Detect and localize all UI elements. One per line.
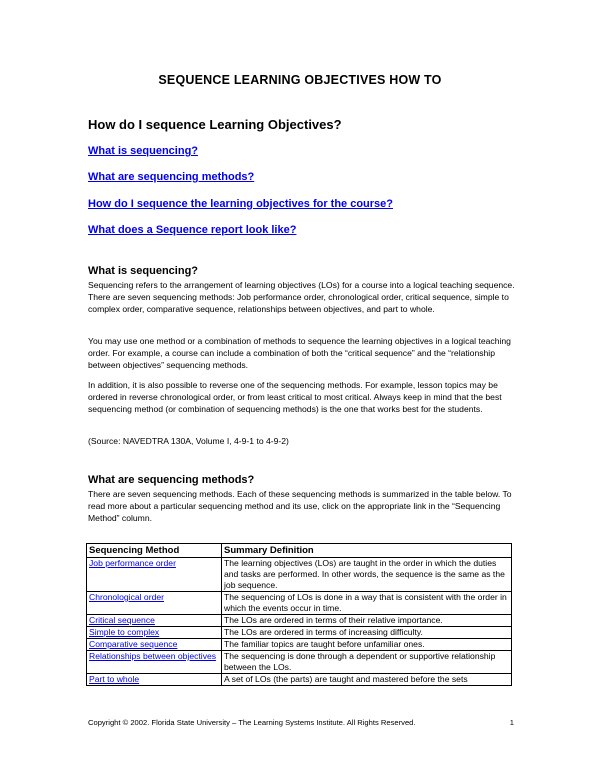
method-link-simple-to-complex[interactable]: Simple to complex bbox=[89, 627, 160, 637]
table-row bbox=[87, 651, 512, 674]
page-number: 1 bbox=[509, 718, 514, 727]
document-title: SEQUENCE LEARNING OBJECTIVES HOW TO bbox=[158, 73, 442, 87]
table-row bbox=[87, 615, 512, 627]
page-footer bbox=[88, 718, 514, 727]
paragraph: In addition, it is also possible to reverse one of the sequencing methods. For example, lesson topics may be ordered in reverse chronological order, or from least critical to most critical. Always keep in mind that the best sequencing method (or combination of sequencing methods) is the one that works best for the students. bbox=[88, 380, 502, 414]
definition-cell: The learning objectives (LOs) are taught in the order in which the duties and tasks are performed. In other words, the sequence is the same as the job sequence. bbox=[222, 558, 512, 592]
definition-cell: A set of LOs (the parts) are taught and mastered before the sets bbox=[222, 674, 512, 686]
method-link-part-to-whole[interactable]: Part to whole bbox=[89, 674, 140, 684]
method-link-chronological-order[interactable]: Chronological order bbox=[89, 592, 164, 602]
table-row bbox=[87, 558, 512, 592]
column-header-method: Sequencing Method bbox=[87, 544, 222, 558]
section-heading-what-is-sequencing: What is sequencing? bbox=[88, 265, 199, 277]
source-citation: (Source: NAVEDTRA 130A, Volume I, 4-9-1 to 4-9-2) bbox=[88, 436, 289, 446]
section-heading-sequencing-methods: What are sequencing methods? bbox=[88, 474, 255, 486]
toc-link-what-is-sequencing[interactable]: What is sequencing? bbox=[88, 145, 199, 157]
toc-link-sequence-report[interactable]: What does a Sequence report look like? bbox=[88, 224, 297, 236]
table-row bbox=[87, 674, 512, 686]
main-heading: How do I sequence Learning Objectives? bbox=[88, 117, 342, 132]
definition-cell: The familiar topics are taught before unfamiliar ones. bbox=[222, 639, 512, 651]
method-link-job-performance-order[interactable]: Job performance order bbox=[89, 558, 176, 568]
table-row bbox=[87, 592, 512, 615]
definition-cell: The LOs are ordered in terms of increasing difficulty. bbox=[222, 627, 512, 639]
method-link-comparative-sequence[interactable]: Comparative sequence bbox=[89, 639, 178, 649]
toc-link-sequencing-methods[interactable]: What are sequencing methods? bbox=[88, 171, 255, 183]
definition-cell: The LOs are ordered in terms of their relative importance. bbox=[222, 615, 512, 627]
table-header-row bbox=[87, 544, 512, 558]
sequencing-methods-table bbox=[86, 543, 512, 686]
table-row bbox=[87, 627, 512, 639]
definition-cell: The sequencing of LOs is done in a way that is consistent with the order in which the events occur in time. bbox=[222, 592, 512, 615]
column-header-definition: Summary Definition bbox=[222, 544, 512, 558]
definition-cell: The sequencing is done through a dependent or supportive relationship between the LOs. bbox=[222, 651, 512, 674]
toc-link-how-to-sequence[interactable]: How do I sequence the learning objectives for the course? bbox=[88, 198, 394, 210]
copyright-text: Copyright © 2002. Florida State University – The Learning Systems Institute. All Rights Reserved. bbox=[88, 718, 416, 727]
paragraph: There are seven sequencing methods. Each of these sequencing methods is summarized in the table below. To read more about a particular sequencing method and its use, click on the appropriate link in the “Sequencing Method” column. bbox=[88, 489, 512, 523]
method-link-critical-sequence[interactable]: Critical sequence bbox=[89, 615, 155, 625]
paragraph: You may use one method or a combination of methods to sequence the learning objectives in a logical teaching order. For example, a course can include a combination of both the “critical sequence” and the “relationship between objectives” sequencing methods. bbox=[88, 336, 511, 370]
method-link-relationships-between-objectives[interactable]: Relationships between objectives bbox=[89, 651, 217, 661]
paragraph: Sequencing refers to the arrangement of learning objectives (LOs) for a course into a logical teaching sequence. There are seven sequencing methods: Job performance order, chronological order, critical sequence, simple to complex order, comparative sequence, relationships between objectives, and part to whole. bbox=[88, 280, 515, 314]
table-row bbox=[87, 639, 512, 651]
